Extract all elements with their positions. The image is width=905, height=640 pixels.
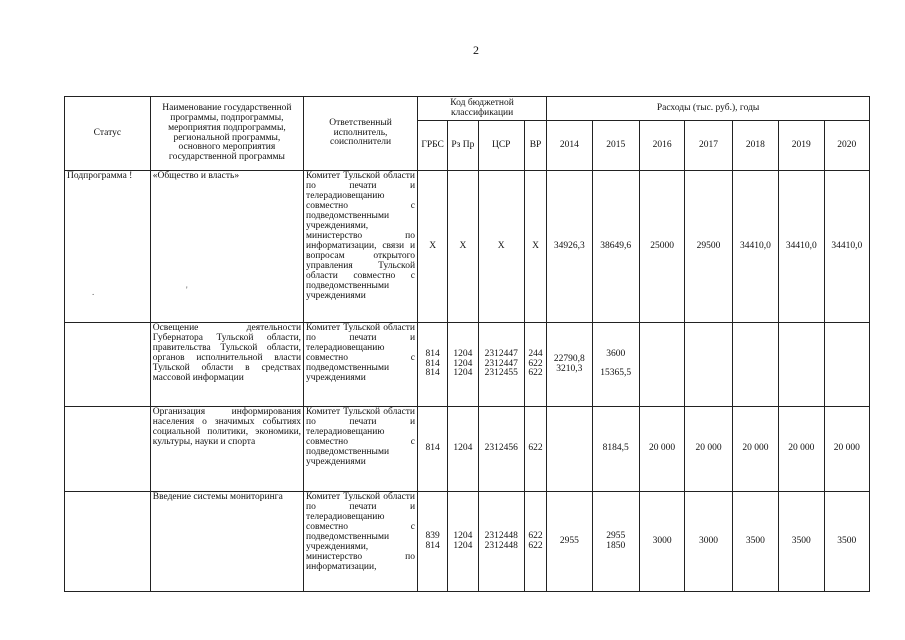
header-year: 2020 [824, 121, 870, 171]
cell-value: 2312448 [484, 530, 518, 541]
page-number: 2 [473, 43, 479, 57]
cell-value: 1204 [453, 540, 473, 551]
cell-value: 814 [425, 358, 440, 369]
header-year: 2014 [547, 121, 592, 171]
cell-value: 25000 [650, 240, 674, 251]
y2015-cell [592, 492, 639, 592]
grbs-cell [418, 323, 448, 407]
cell-value: 15365,5 [600, 368, 632, 379]
table-row [65, 171, 870, 323]
cell-value: 20 000 [742, 443, 769, 454]
scan-mark: . [92, 287, 95, 297]
rzpr-cell [448, 171, 478, 323]
cell-value: 34926,3 [553, 240, 585, 251]
y2015-cell [592, 323, 639, 407]
cell-value: 814 [425, 540, 440, 551]
table-row [65, 323, 870, 407]
cell-value: 2312455 [484, 368, 518, 379]
header-grbs: ГРБС [418, 121, 448, 171]
cell-value: 3000 [652, 535, 672, 546]
cell-value: 3210,3 [556, 363, 583, 374]
cell-value: 20 000 [695, 443, 722, 454]
cell-value: 20 000 [788, 443, 815, 454]
cell-value: 3500 [791, 535, 811, 546]
cell-value: 22790,8 [553, 353, 585, 364]
header-year: 2016 [639, 121, 684, 171]
header-status: Статус [65, 97, 151, 171]
vr-cell [524, 323, 546, 407]
cell-value: X [459, 240, 467, 251]
y2016-cell [639, 407, 684, 492]
status-cell [65, 492, 151, 592]
cell-value: 38649,6 [600, 240, 632, 251]
cell-value: 1204 [453, 530, 473, 541]
y2019-cell [779, 171, 824, 323]
cell-value: 2955 [606, 530, 626, 541]
vr-cell [524, 171, 546, 323]
status-cell [65, 407, 151, 492]
y2016-cell [639, 323, 684, 407]
y2020-cell [824, 407, 870, 492]
y2016-cell [639, 171, 684, 323]
cell-value: 622 [528, 358, 543, 369]
cell-value: X [497, 240, 505, 251]
grbs-cell [418, 407, 448, 492]
cell-value: 2312447 [484, 358, 518, 369]
cell-value: X [429, 240, 437, 251]
program-name-cell: Освещение деятельности Губернатора Тульской области, правительства Тульской области, органов исполнительной власти Тульской области в средствах массовой информации [150, 323, 303, 407]
table-row [65, 492, 870, 592]
executor-cell: Комитет Тульской области по печати и телерадиовещанию совместно с подведомственными учреждениями, министерство по информатизации, связи и вопросам открытого управления Тульской области совместно с подведомственными учреждениями [304, 171, 418, 323]
csr-cell [478, 323, 524, 407]
y2019-cell [779, 492, 824, 592]
header-name: Наименование государственной программы, подпрограммы, мероприятия подпрограммы, региональной программы, основного мероприятия государственной программы [150, 97, 303, 171]
y2014-cell [547, 323, 592, 407]
cell-value: 2312456 [484, 443, 518, 454]
grbs-cell [418, 492, 448, 592]
rzpr-cell [448, 492, 478, 592]
executor-cell: Комитет Тульской области по печати и телерадиовещанию совместно с подведомственными учреждениями [304, 407, 418, 492]
y2017-cell [685, 323, 732, 407]
cell-value: 622 [528, 530, 543, 541]
cell-value: 34410,0 [785, 240, 817, 251]
cell-value: 29500 [696, 240, 721, 251]
y2017-cell [685, 492, 732, 592]
header-expenses: Расходы (тыс. руб.), годы [547, 97, 870, 121]
cell-value: 3000 [699, 535, 719, 546]
status-cell: Подпрограмма ! [65, 171, 151, 323]
rzpr-cell [448, 407, 478, 492]
program-name-cell: Введение системы мониторинга [150, 492, 303, 592]
y2014-cell [547, 171, 592, 323]
table-row [65, 407, 870, 492]
y2019-cell [779, 407, 824, 492]
cell-value: 814 [425, 348, 440, 359]
y2015-cell [592, 171, 639, 323]
header-rzpr: Рз Пр [448, 121, 478, 171]
header-vr: ВР [524, 121, 546, 171]
y2015-cell [592, 407, 639, 492]
y2018-cell [732, 492, 778, 592]
cell-value: 244 [528, 348, 543, 359]
y2020-cell [824, 492, 870, 592]
budget-table [64, 96, 870, 592]
grbs-cell [418, 171, 448, 323]
cell-value: 1204 [453, 443, 473, 454]
cell-value: 2955 [559, 535, 579, 546]
program-name-cell: Организация информирования населения о значимых событиях социальной политики, экономики, культуры, науки и спорта [150, 407, 303, 492]
y2017-cell [685, 407, 732, 492]
cell-value: 622 [528, 368, 543, 379]
cell-value: 20 000 [649, 443, 676, 454]
y2020-cell [824, 171, 870, 323]
header-budget-code: Код бюджетной классификации [418, 97, 547, 121]
cell-value: 34410,0 [739, 240, 771, 251]
executor-cell: Комитет Тульской области по печати и телерадиовещанию совместно с подведомственными учреждениями, министерство по информатизации, [304, 492, 418, 592]
cell-value: 1204 [453, 368, 473, 379]
executor-cell: Комитет Тульской области по печати и телерадиовещанию совместно с подведомственными учреждениями [304, 323, 418, 407]
y2016-cell [639, 492, 684, 592]
rzpr-cell [448, 323, 478, 407]
header-year: 2018 [732, 121, 778, 171]
header-executor: Ответственный исполнитель, соисполнители [304, 97, 418, 171]
y2017-cell [685, 171, 732, 323]
vr-cell [524, 492, 546, 592]
cell-value: 3500 [837, 535, 857, 546]
y2018-cell [732, 171, 778, 323]
y2019-cell [779, 323, 824, 407]
y2020-cell [824, 323, 870, 407]
scan-mark: ' [186, 285, 188, 295]
cell-value: 20 000 [833, 443, 860, 454]
cell-value: 622 [528, 540, 543, 551]
header-year: 2015 [592, 121, 639, 171]
header-year: 2017 [685, 121, 732, 171]
cell-value: X [532, 240, 539, 251]
y2018-cell [732, 323, 778, 407]
cell-value: 34410,0 [831, 240, 863, 251]
cell-value: 622 [528, 443, 543, 454]
status-cell [65, 323, 151, 407]
cell-value: 1204 [453, 348, 473, 359]
csr-cell [478, 492, 524, 592]
cell-value: 814 [425, 443, 440, 454]
y2014-cell [547, 407, 592, 492]
header-year: 2019 [779, 121, 824, 171]
csr-cell [478, 171, 524, 323]
cell-value: 2312448 [484, 540, 518, 551]
cell-value: 1204 [453, 358, 473, 369]
cell-value: 8184,5 [602, 443, 629, 454]
cell-value: 814 [425, 368, 440, 379]
header-csr: ЦСР [478, 121, 524, 171]
program-name-cell: «Общество и власть» [150, 171, 303, 323]
cell-value: 839 [425, 530, 440, 541]
vr-cell [524, 407, 546, 492]
cell-value: 2312447 [484, 348, 518, 359]
cell-value: 3500 [745, 535, 765, 546]
y2014-cell [547, 492, 592, 592]
y2018-cell [732, 407, 778, 492]
cell-value: 1850 [606, 540, 626, 551]
csr-cell [478, 407, 524, 492]
cell-value: 3600 [606, 348, 626, 359]
